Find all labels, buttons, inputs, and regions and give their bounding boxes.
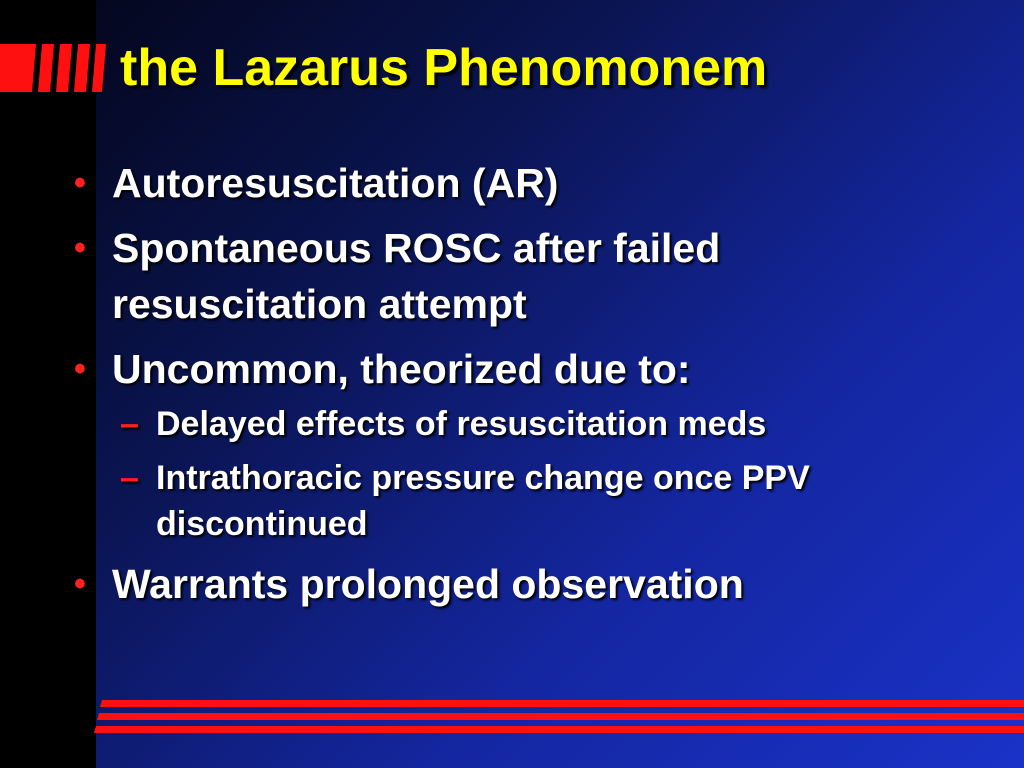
bullet-text: Uncommon, theorized due to: xyxy=(112,346,691,392)
bullet-item xyxy=(70,556,970,612)
sub-bullet-text: Delayed effects of resuscitation meds xyxy=(156,405,767,443)
bullet-list xyxy=(70,155,970,621)
bottom-accent-stripes xyxy=(94,698,1024,738)
dash-icon: – xyxy=(120,405,139,443)
dash-icon: – xyxy=(120,459,139,497)
bullet-item xyxy=(70,155,970,211)
slide-title: the Lazarus Phenomonem xyxy=(120,39,768,97)
sub-bullet-text: Intrathoracic pressure change once PPV discontinued xyxy=(156,459,810,543)
bullet-text: Autoresuscitation (AR) xyxy=(112,160,559,206)
sub-bullet-item xyxy=(112,401,970,447)
bullet-dot-icon: • xyxy=(74,164,86,202)
sub-bullet-list xyxy=(112,401,970,547)
bullet-item xyxy=(70,220,970,332)
bullet-dot-icon: • xyxy=(74,565,86,603)
bullet-dot-icon: • xyxy=(74,229,86,267)
bullet-item xyxy=(70,341,970,547)
bullet-dot-icon: • xyxy=(74,350,86,388)
bullet-text: Warrants prolonged observation xyxy=(112,561,744,607)
sub-bullet-item xyxy=(112,455,970,547)
title-accent-bars xyxy=(0,44,110,92)
bullet-text: Spontaneous ROSC after failed resuscitation attempt xyxy=(112,225,721,327)
